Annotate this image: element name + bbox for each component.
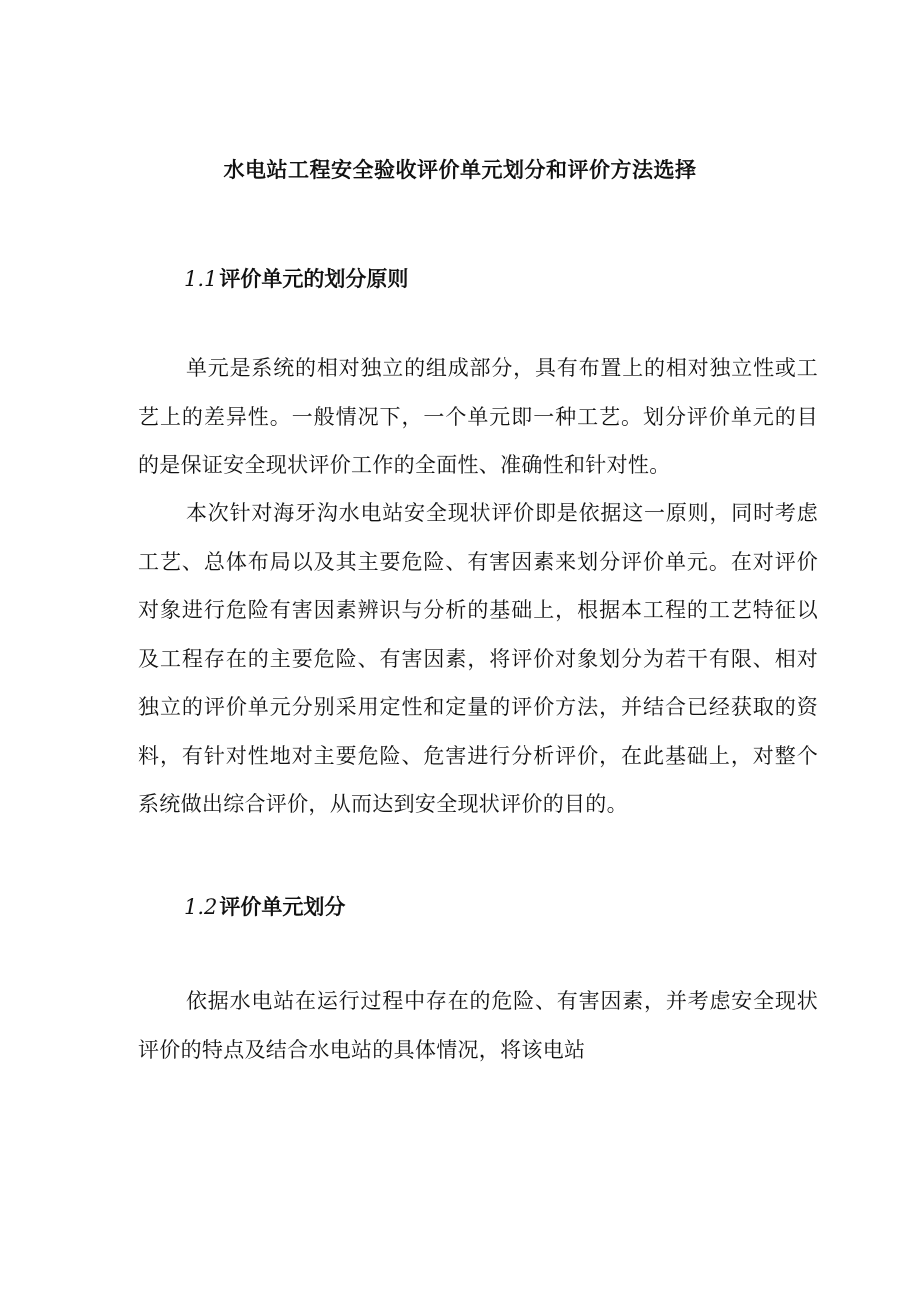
paragraph-unit-definition: 单元是系统的相对独立的组成部分，具有布置上的相对独立性或工艺上的差异性。一般情况下，一个单元即一种工艺。划分评价单元的目的是保证安全现状评价工作的全面性、准确性和针对性。 <box>138 356 818 477</box>
section-number: 1.1 <box>184 267 218 291</box>
section-number: 1.2 <box>184 895 218 919</box>
section-heading-1-1 <box>184 261 408 297</box>
section-title: 评价单元划分 <box>219 895 346 919</box>
document-title: 水电站工程安全验收评价单元划分和评价方法选择 <box>223 158 697 182</box>
section-title: 评价单元的划分原则 <box>219 267 409 291</box>
paragraph-unit-division: 依据水电站在运行过程中存在的危险、有害因素，并考虑安全现状评价的特点及结合水电站的具体情况，将该电站 <box>138 989 818 1062</box>
section-heading-1-2 <box>184 889 345 925</box>
paragraph-division-principle: 本次针对海牙沟水电站安全现状评价即是依据这一原则，同时考虑工艺、总体布局以及其主要危险、有害因素来划分评价单元。在对评价对象进行危险有害因素辨识与分析的基础上，根据本工程的工艺特征以及工程存在的主要危险、有害因素，将评价对象划分为若干有限、相对独立的评价单元分别采用定性和定量的评价方法，并结合已经获取的资料，有针对性地对主要危险、危害进行分析评价，在此基础上，对整个系统做出综合评价，从而达到安全现状评价的目的。 <box>138 501 818 816</box>
